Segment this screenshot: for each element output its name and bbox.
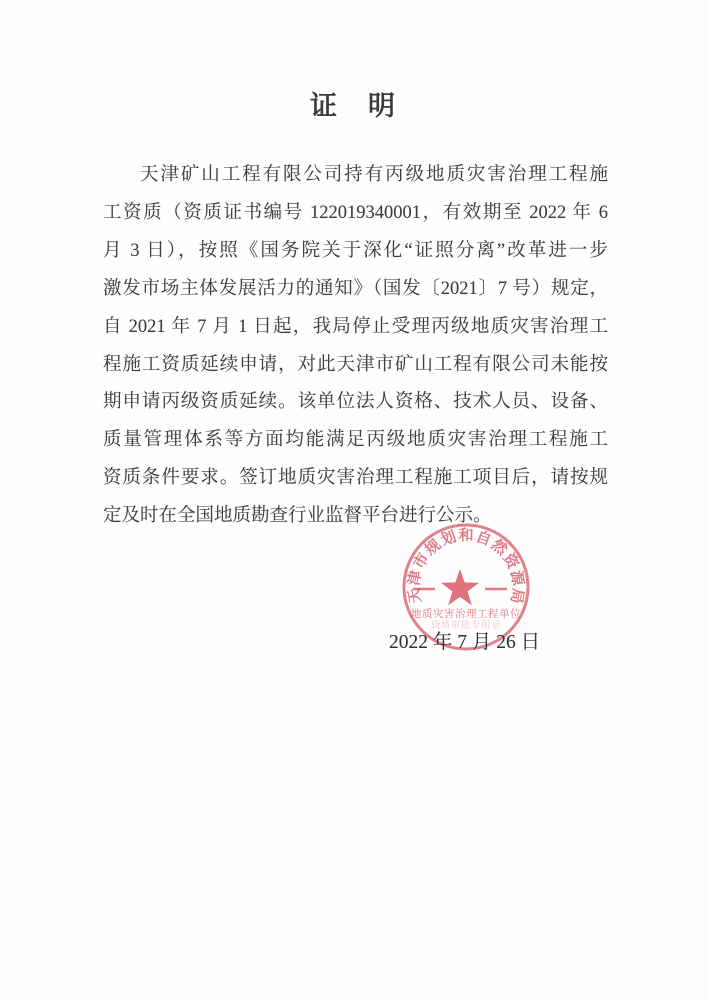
body-line: 资质条件要求。签订地质灾害治理工程施工项目后，请按规: [103, 468, 608, 489]
body-line: 激发市场主体发展活力的通知》（国发〔2021〕7 号）规定，: [103, 278, 608, 299]
body-line: 自 2021 年 7 月 1 日起，我局停止受理丙级地质灾害治理工: [103, 316, 608, 337]
star-icon: [441, 569, 479, 605]
body-line: 月 3 日），按照《国务院关于深化“证照分离”改革进一步: [103, 240, 608, 261]
seal-arc-text: 天津市规划和自然资源局: [406, 528, 526, 605]
seal-inner-line1: 地质灾害治理工程单位: [411, 609, 521, 620]
body-line: 程施工资质延续申请，对此天津市矿山工程有限公司未能按: [103, 354, 608, 375]
body-line: 期申请丙级资质延续。该单位法人资格、技术人员、设备、: [103, 392, 608, 413]
document-title: 证 明: [310, 91, 397, 121]
body-line: 质量管理体系等方面均能满足丙级地质灾害治理工程施工: [103, 430, 608, 451]
body-line: 工资质（资质证书编号 122019340001，有效期至 2022 年 6: [103, 202, 608, 223]
document-date: 2022 年 7 月 26 日: [389, 632, 541, 653]
seal-inner-line2: 资质审批专用章: [430, 621, 502, 631]
document-body: [103, 157, 608, 536]
body-line: 天津矿山工程有限公司持有丙级地质灾害治理工程施: [140, 165, 608, 185]
body-line: 定及时在全国地质勘查行业监督平台进行公示。: [103, 506, 492, 527]
